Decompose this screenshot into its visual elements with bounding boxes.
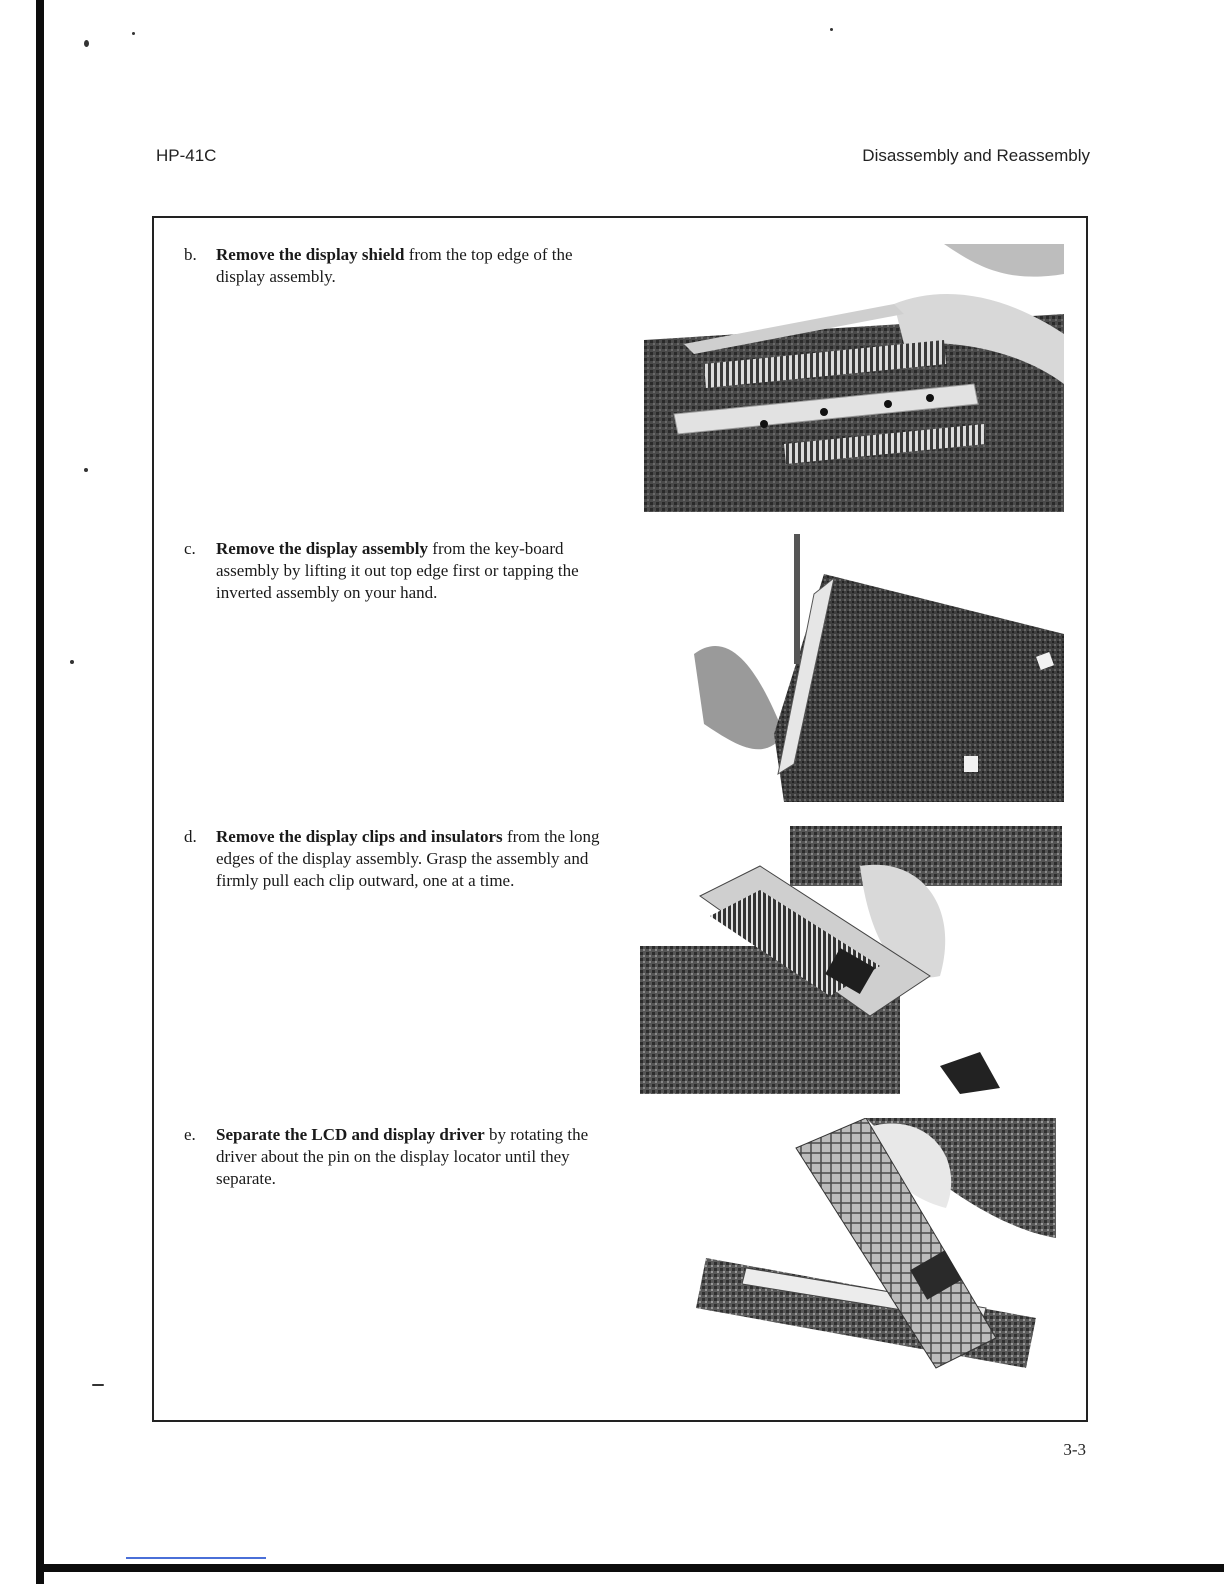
- step-d: [184, 826, 608, 892]
- scan-blue-mark: [126, 1557, 266, 1559]
- step-letter: c.: [184, 539, 196, 558]
- header-section-title: Disassembly and Reassembly: [862, 146, 1090, 165]
- step-text: [216, 244, 608, 288]
- step-c: [184, 538, 608, 604]
- photo-display-clips: [640, 826, 1062, 1094]
- scan-bottom-edge: [36, 1564, 1224, 1572]
- scan-speck: [132, 32, 135, 35]
- step-bold-text: Remove the display shield: [216, 245, 405, 264]
- step-b: [184, 244, 608, 288]
- scan-speck: [70, 660, 74, 664]
- scan-speck: [84, 468, 88, 472]
- step-text: [216, 538, 608, 604]
- step-bold-text: Remove the display assembly: [216, 539, 429, 558]
- scan-speck: [92, 1384, 104, 1386]
- photo-display-shield: [644, 244, 1064, 512]
- step-rest-text: by rotating the driver about the pin on the display locator until they separate.: [216, 1125, 589, 1188]
- header-model: HP-41C: [156, 146, 217, 165]
- step-bold-text: Remove the display clips and insulators: [216, 827, 503, 846]
- step-text: [216, 826, 608, 892]
- photo-display-assembly: [674, 534, 1064, 802]
- scan-speck: [830, 28, 833, 31]
- step-letter: b.: [184, 245, 197, 264]
- step-text: [216, 1124, 608, 1190]
- photo-lcd-and-driver: [666, 1118, 1056, 1386]
- step-letter: d.: [184, 827, 197, 846]
- scan-speck: [84, 40, 89, 47]
- step-rest-text: from the top edge of the display assembly.: [216, 245, 573, 286]
- page-number: 3-3: [1063, 1440, 1086, 1459]
- step-bold-text: Separate the LCD and display driver: [216, 1125, 485, 1144]
- step-e: [184, 1124, 608, 1190]
- step-rest-text: from the key-board assembly by lifting it out top edge first or tapping the inverted assembly on your hand.: [216, 539, 579, 602]
- step-rest-text: from the long edges of the display assembly. Grasp the assembly and firmly pull each clip outward, one at a time.: [216, 827, 600, 890]
- step-letter: e.: [184, 1125, 196, 1144]
- scan-left-edge: [36, 0, 44, 1584]
